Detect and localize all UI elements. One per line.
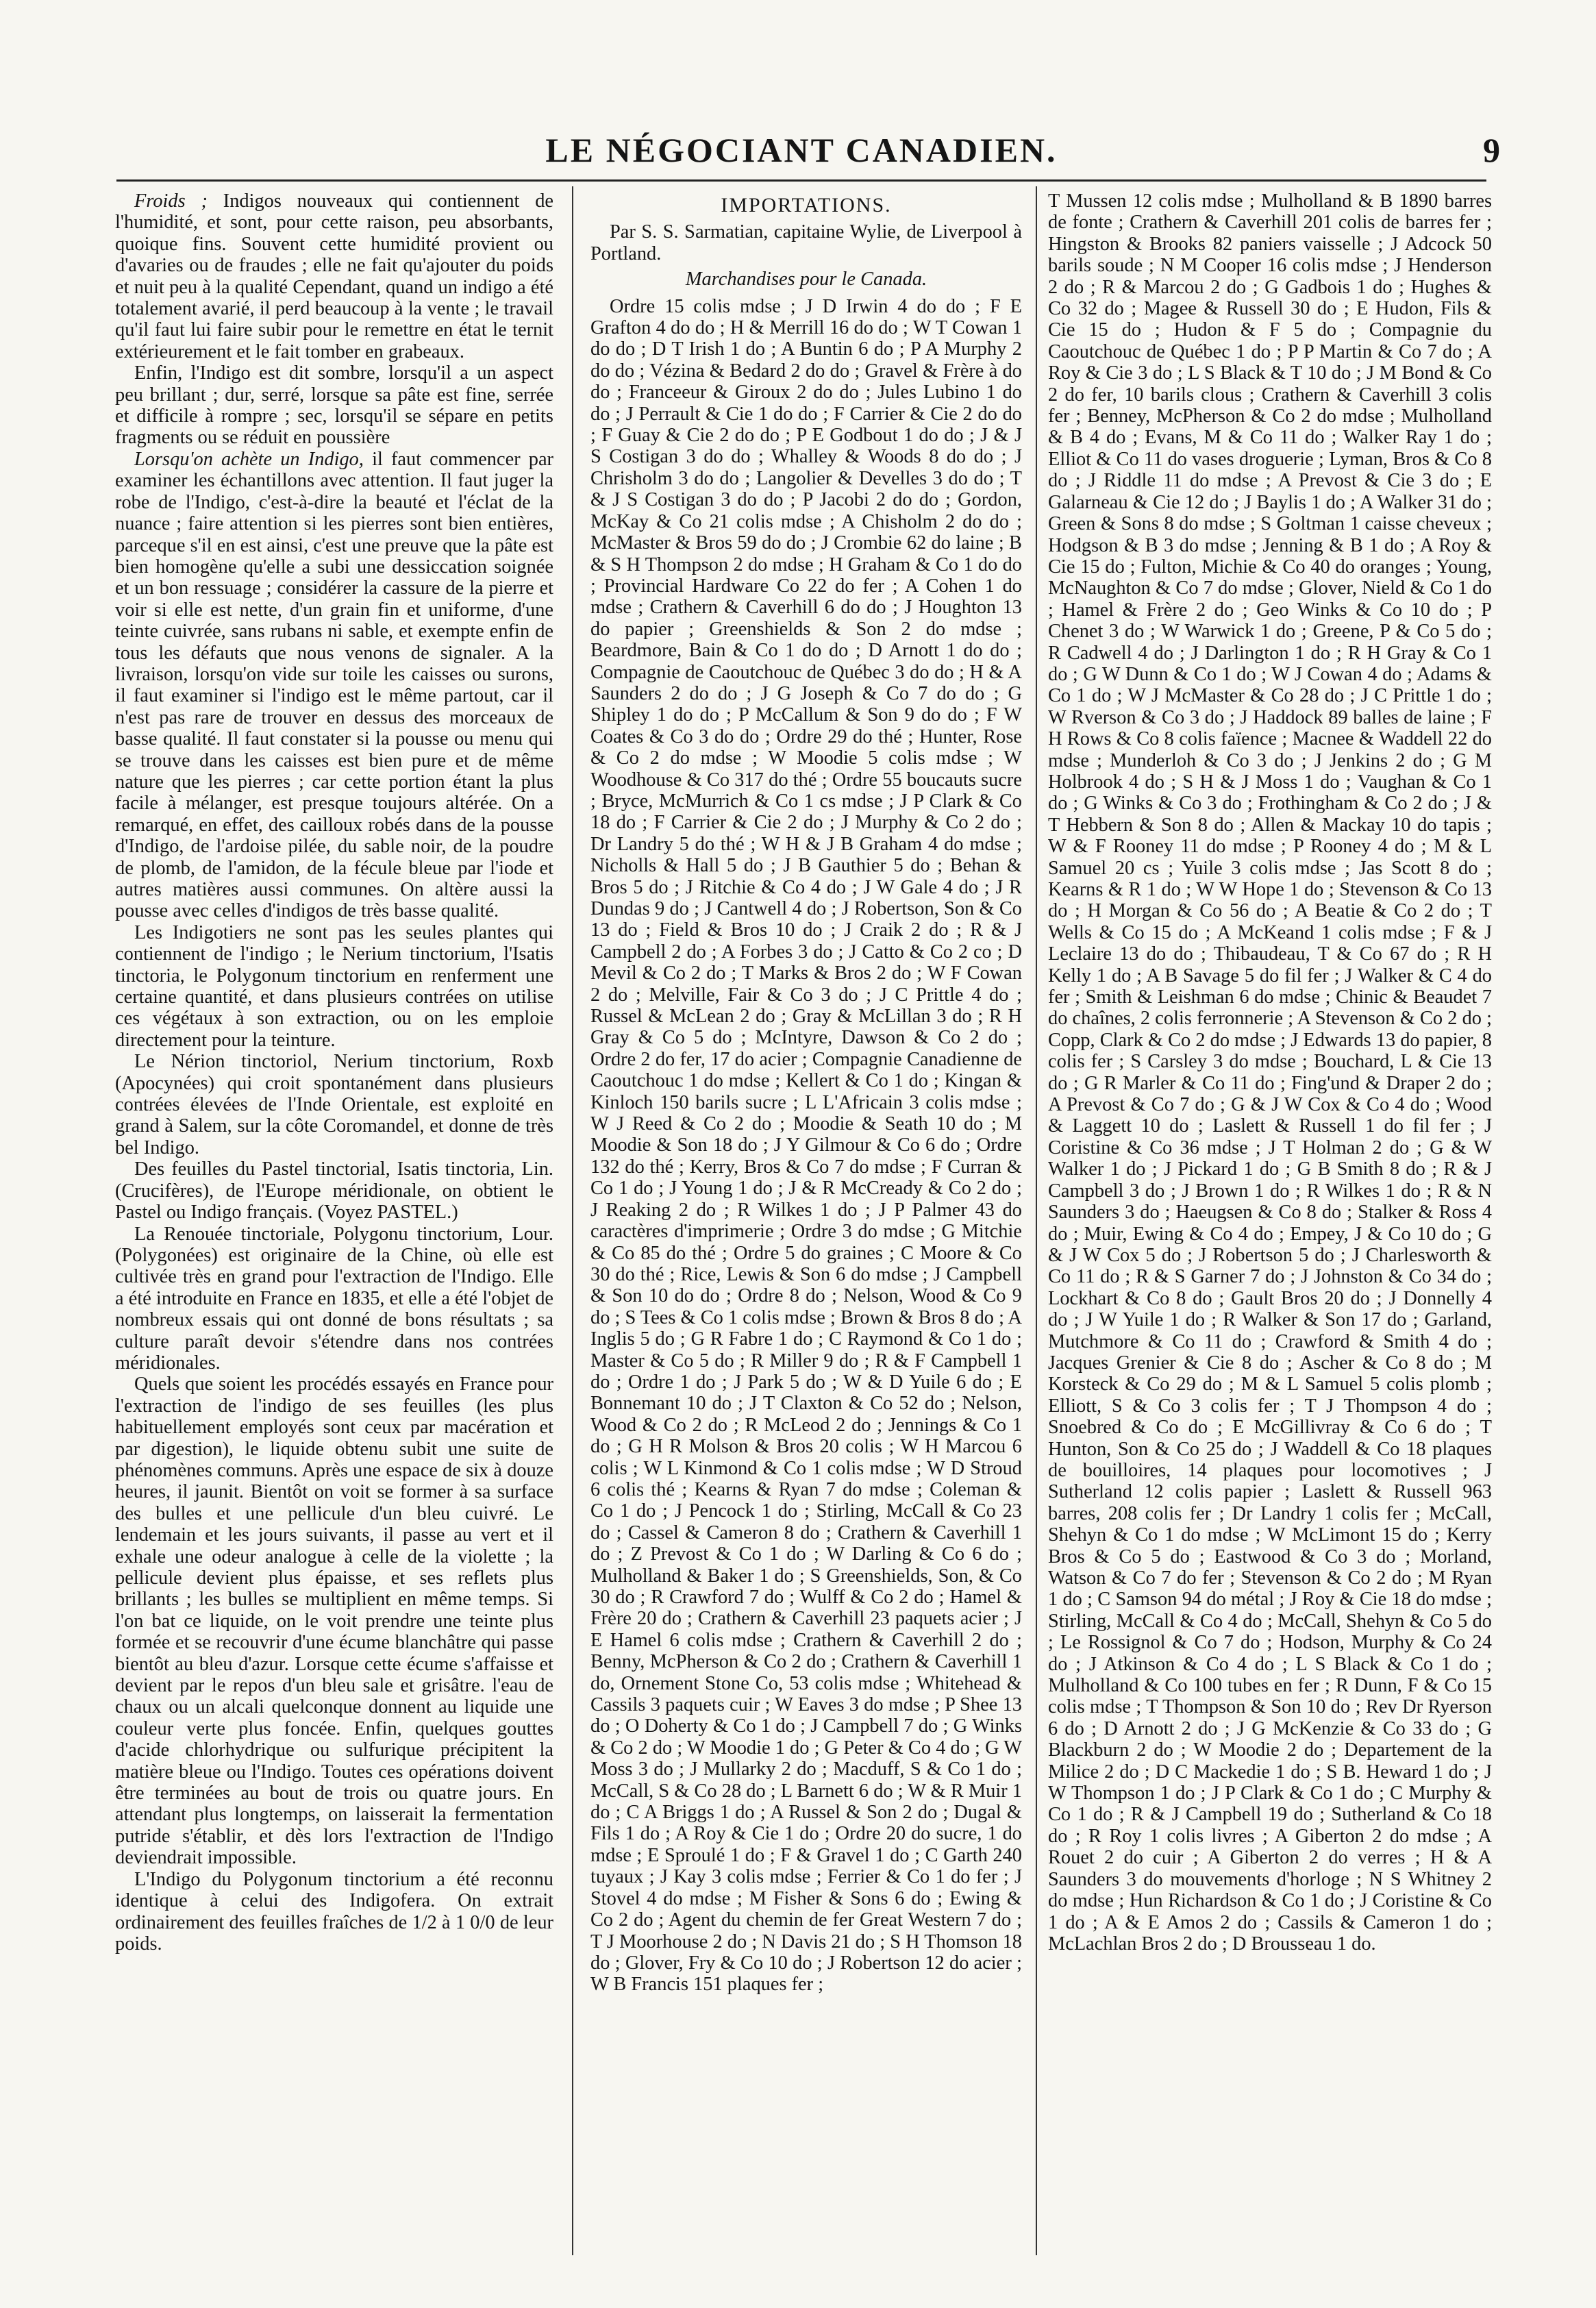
page-number: 9 [1483,131,1500,169]
paragraph: Le Nérion tinctoriol, Nerium tinctorium, Roxb (Apocynées) qui croit spontanément dans plusieurs contrées élevées de l'Inde Orientale, est exploité en grand à Salem, sur la côte Coromandel, et donne de très bel Indigo. [115,1051,553,1158]
section-heading: IMPORTATIONS. [721,194,892,216]
sub-heading: Marchandises pour le Canada. [685,269,927,290]
column-divider [572,186,573,2255]
page-header [116,130,1500,171]
paragraph: Quels que soient les procédés essayés en France pour l'extraction de l'indigo de ses feuilles (les plus habituellement employés sont ceux par macération et par digestion), le liquide obtenu subit une suite de phénomènes communs. Après une espace de six à douze heures, il jaunit. Bientôt on voit se former à sa surface des bulles et une pellicule d'un bleu cuivré. Le lendemain et les jours suivants, il passe au vert et il exhale une odeur analogue à celle de la violette ; la pellicule devient plus épaisse, et ses reflets plus brillants ; les bulles se multiplient en même temps. Si l'on bat ce liquide, on le voit prendre une teinte plus formée et se recouvrir d'une écume blanchâtre qui passe bientôt au bleu d'azur. Lorsque cette écume s'affaisse et devient par le repos d'un bleu sale et grisâtre. l'eau de chaux ou un alcali quelconque donnent au liquide une couleur verte plus foncée. Enfin, quelques gouttes d'acide chlorhydrique ou sulfurique précipitent la matière bleue ou l'Indigo. Toutes ces opérations doivent être terminées au bout de trois ou quatre jours. En attendant plus longtemps, on laisserait la fermentation putride s'établir, et dès lors l'extraction de l'Indigo deviendrait impossible. [115,1374,553,1869]
import-list: Ordre 15 colis mdse ; J D Irwin 4 do do ; F E Grafton 4 do do ; H & Merrill 16 do do ; W T Cowan 1 do do ; D T Irish 1 do ; A Buntin 6 do ; P A Murphy 2 do do ; Vézina & Bedard 2 do do ; Gravel & Frère à do do ; Franceeur & Giroux 2 do do ; Jules Lubino 1 do do ; J Perrault & Cie 1 do do ; F Carrier & Cie 2 do do ; F Guay & Cie 2 do do ; P E Godbout 1 do do ; J & J S Costigan 3 do do ; Whalley & Woods 8 do do ; J Chrisholm 3 do do ; Langolier & Develles 3 do do ; T & J S Costigan 3 do do ; P Jacobi 2 do do ; Gordon, McKay & Co 21 colis mdse ; A Chisholm 2 do do ; McMaster & Bros 59 do do ; J Crombie 62 do laine ; B & S H Thompson 2 do mdse ; H Graham & Co 1 do do ; Provincial Hardware Co 22 do fer ; A Cohen 1 do mdse ; Crathern & Caverhill 6 do do ; J Houghton 13 do papier ; Greenshields & Son 2 do mdse ; Beardmore, Bain & Co 1 do do ; D Arnott 1 do do ; Compagnie de Caoutchouc de Québec 3 do do ; H & A Saunders 2 do do ; J G Joseph & Co 7 do do ; G Shipley 1 do do ; P McCallum & Son 9 do do ; F W Coates & Co 3 do do ; Ordre 29 do thé ; Hunter, Rose & Co 2 do mdse ; W Moodie 5 colis mdse ; W Woodhouse & Co 317 do thé ; Ordre 55 boucauts sucre ; Bryce, McMurrich & Co 1 cs mdse ; J P Clark & Co 18 do ; F Carrier & Cie 2 do ; J Murphy & Co 2 do ; Dr Landry 5 do thé ; W H & J B Graham 4 do mdse ; Nicholls & Hall 5 do ; J B Gauthier 5 do ; Behan & Bros 5 do ; J Ritchie & Co 4 do ; J W Gale 4 do ; J R Dundas 9 do ; J Cantwell 4 do ; J Robertson, Son & Co 13 do ; Field & Bros 10 do ; J Craik 2 do ; R & J Campbell 2 do ; A Forbes 3 do ; J Catto & Co 2 co ; D Mevil & Co 2 do ; T Marks & Bros 2 do ; W F Cowan 2 do ; Melville, Fair & Co 3 do ; J C Prittle 4 do ; Russel & McLean 2 do ; Gray & McLillan 3 do ; R H Gray & Co 5 do ; McIntyre, Dawson & Co 2 do ; Ordre 2 do fer, 17 do acier ; Compagnie Canadienne de Caoutchouc 1 do mdse ; Kellert & Co 1 do ; Kingan & Kinloch 150 barils sucre ; L L'Africain 3 colis mdse ; W J Reed & Co 2 do ; Moodie & Seath 10 do ; M Moodie & Son 18 do ; J Y Gilmour & Co 6 do ; Ordre 132 do thé ; Kerry, Bros & Co 7 do mdse ; F Curran & Co 1 do ; J Young 1 do ; J & R McCready & Co 2 do ; J Reaking 2 do ; R Wilkes 1 do ; J P Palmer 43 do caractères d'imprimerie ; Ordre 3 do mdse ; G Mitchie & Co 85 do thé ; Ordre 5 do graines ; C Moore & Co 30 do thé ; Rice, Lewis & Son 6 do mdse ; J Campbell & Son 10 do do ; Ordre 8 do ; Nelson, Wood & Co 9 do ; S Tees & Co 1 colis mdse ; Brown & Bros 8 do ; A Inglis 5 do ; G R Fabre 1 do ; C Raymond & Co 1 do ; Master & Co 5 do ; R Miller 9 do ; R & F Campbell 1 do ; Ordre 1 do ; J Park 5 do ; W & D Yuile 6 do ; E Bonnemant 10 do ; J T Claxton & Co 52 do ; Nelson, Wood & Co 2 do ; R McLeod 2 do ; Jennings & Co 1 do ; G H R Molson & Bros 20 colis ; W H Marcou 6 colis ; W L Kinmond & Co 1 colis mdse ; W D Stroud 6 colis thé ; Kearns & Ryan 7 do mdse ; Coleman & Co 1 do ; J Pencock 1 do ; Stirling, McCall & Co 23 do ; Cassel & Cameron 8 do ; Crathern & Caverhill 1 do ; Z Prevost & Co 1 do ; W Darling & Co 6 do ; Mulholland & Baker 1 do ; S Greenshields, Son, & Co 30 do ; R Crawford 7 do ; Wulff & Co 2 do ; Hamel & Frère 20 do ; Crathern & Caverhill 23 paquets acier ; J E Hamel 6 colis mdse ; Crathern & Caverhill 2 do ; Benny, McPherson & Co 2 do ; Crathern & Caverhill 1 do, Ornement Stone Co, 53 colis mdse ; Whitehead & Cassils 3 paquets cuir ; W Eaves 3 do mdse ; P Shee 13 do ; O Doherty & Co 1 do ; J Campbell 7 do ; G Winks & Co 2 do ; W Moodie 1 do ; G Peter & Co 4 do ; G W Moss 3 do ; J Mullarky 2 do ; Macduff, S & Co 1 do ; McCall, S & Co 28 do ; L Barnett 6 do ; W & R Muir 1 do ; C A Briggs 1 do ; A Russel & Son 2 do ; Dugal & Fils 1 do ; A Roy & Cie 1 do ; Ordre 20 do sucre, 1 do mdse ; E Sproulé 1 do ; F & Gravel 1 do ; C Garth 240 tuyaux ; J Kay 3 colis mdse ; Ferrier & Co 1 do fer ; J Stovel 4 do mdse ; M Fisher & Sons 6 do ; Ewing & Co 2 do ; Agent du chemin de fer Great Western 7 do ; T J Moorhouse 2 do ; N Davis 21 do ; S H Thomson 18 do ; Glover, Fry & Co 10 do ; J Robertson 12 do acier ; W B Francis 151 plaques fer ; [590,295,1022,1996]
paragraph: Enfin, l'Indigo est dit sombre, lorsqu'il a un aspect peu brillant ; dur, serré, lorsque sa pâte est fine, serrée et difficile à rompre ; sec, lorsqu'il se sépare en petits fragments ou se réduit en poussière [115,362,553,449]
paragraph: Des feuilles du Pastel tinctorial, Isatis tinctoria, Lin. (Crucifères), de l'Europe méridionale, on obtient le Pastel ou Indigo français. (Voyez PASTEL.) [115,1158,553,1224]
paragraph: Lorsqu'on achète un Indigo, il faut commencer par examiner les échantillons avec attention. Il faut juger la robe de l'Indigo, c'est-à-dire la beauté et l'éclat de la nuance ; faire attention si les pierres sont bien entières, parceque s'il en est ainsi, c'est une preuve que la pâte est bien homogène qu'elle a subi une dessiccation soignée et un bon ressuage ; considérer la cassure de la pierre et voir si elle est nette, d'un grain fin et uniforme, d'une teinte cuivrée, sans rubans ni sable, et exempte enfin de tous les défauts que nous venons de signaler. A la livraison, lorsqu'on vide sur toile les caisses ou surons, il faut examiner si l'indigo est le même partout, car il n'est pas rare de trouver en dessus des morceaux de basse qualité. Il faut constater si la pousse ou menu qui se trouve dans les caisses est bien pure et de même nature que les pierres ; car cette portion étant la plus facile à mélanger, est presque toujours altérée. On a remarqué, en effet, des cailloux robés dans de la pousse d'Indigo, de l'ardoise pilée, du sable noir, de la poudre de plomb, de l'amidon, de la fécule bleue par l'iode et autres matières aussi communes. On altère aussi la pousse avec celles d'indigos de très basse qualité. [115,448,553,922]
column-importations-continued [1048,190,1492,2253]
column-divider [1036,186,1037,2255]
paragraph: La Renouée tinctoriale, Polygonu tinctorium, Lour. (Polygonées) est originaire de la Chine, où elle est cultivée très en grand pour l'extraction de l'Indigo. Elle a été introduite en France en 1835, et elle a été l'objet de nombreux essais qui ont donné de bons résultats ; sa culture paraît devoir s'étendre dans nos contrées méridionales. [115,1223,553,1374]
paragraph: Froids ; Indigos nouveaux qui contiennent de l'humidité, et sont, pour cette raison, peu absorbants, quoique fins. Souvent cette humidité provient ou d'avaries ou de fraudes ; elle ne fait qu'ajouter du poids et nuit peu à la qualité Cependant, quand un indigo a été totalement avarié, il perd beaucoup à la vente ; le travail qu'il faut lui faire subir pour le remettre en état le ternit extérieurement et le fait tomber en grabeaux. [115,190,553,362]
paragraph: Les Indigotiers ne sont pas les seules plantes qui contiennent de l'indigo ; le Nerium tinctorium, l'Isatis tinctoria, le Polygonum tinctorium en renferment une certaine quantité, et dans plusieurs contrées on utilise ces végétaux à son extraction, ou on les emploie directement pour la teinture. [115,921,553,1051]
ship-intro: Par S. S. Sarmatian, capitaine Wylie, de Liverpool à Portland. [590,221,1022,264]
newspaper-title: LE NÉGOCIANT CANADIEN. [545,131,1058,169]
import-list-continued: T Mussen 12 colis mdse ; Mulholland & B 1890 barres de fonte ; Crathern & Caverhill 201 colis de barres fer ; Hingston & Brooks 82 paniers vaisselle ; J Adcock 50 barils soude ; N M Cooper 16 colis mdse ; J Henderson 2 do ; R & Marcou 2 do ; G Gadbois 1 do ; Hughes & Co 32 do ; Magee & Russell 30 do ; E Hudon, Fils & Cie 15 do ; Hudon & F 5 do ; Compagnie du Caoutchouc de Québec 1 do ; P P Martin & Co 7 do ; A Roy & Cie 3 do ; L S Black & T 10 do ; J M Bond & Co 2 do fer, 10 barils clous ; Crathern & Caverhill 3 colis fer ; Benney, McPherson & Co 2 do mdse ; Mulholland & B 4 do ; Evans, M & Co 11 do ; Walker Ray 1 do ; Elliot & Co 11 do vases droguerie ; Lyman, Bros & Co 8 do ; J Riddle 11 do mdse ; A Prevost & Cie 3 do ; E Galarneau & Cie 12 do ; J Baylis 1 do ; A Walker 31 do ; Green & Sons 8 do mdse ; S Goltman 1 caisse cheveux ; Hodgson & B 3 do mdse ; Jenning & B 1 do ; A Roy & Cie 15 do ; Fulton, Michie & Co 40 do oranges ; Young, McNaughton & Co 7 do mdse ; Glover, Nield & Co 1 do ; Hamel & Frère 2 do ; Geo Winks & Co 10 do ; P Chenet 3 do ; W Warwick 1 do ; Greene, P & Co 5 do ; R Cadwell 4 do ; J Darlington 1 do ; R H Gray & Co 1 do ; G W Dunn & Co 1 do ; W J Cowan 4 do ; Adams & Co 1 do ; W J McMaster & Co 28 do ; J C Prittle 1 do ; W Rverson & Co 3 do ; J Haddock 89 balles de laine ; F H Rows & Co 8 colis faïence ; Macnee & Waddell 22 do mdse ; Munderloh & Co 3 do ; J Jenkins 2 do ; G M Holbrook 4 do ; S H & J Moss 1 do ; Vaughan & Co 1 do ; G Winks & Co 3 do ; Frothingham & Co 2 do ; J & T Hebbern & Son 8 do ; Allen & Mackay 10 do tapis ; W & F Rooney 11 do mdse ; P Rooney 4 do ; M & L Samuel 20 cs ; Yuile 3 colis mdse ; Jas Scott 8 do ; Kearns & R 1 do ; W W Hope 1 do ; Stevenson & Co 13 do ; H Morgan & Co 56 do ; A Beatie & Co 2 do ; T Wells & Co 15 do ; A McKeand 1 colis mdse ; F & J Leclaire 13 do do ; Thibaudeau, T & Co 67 do ; R H Kelly 1 do ; A B Savage 5 do fil fer ; J Walker & C 4 do fer ; Smith & Leishman 6 do mdse ; Chinic & Beaudet 7 do chaînes, 2 colis ferronnerie ; A Stevenson & Co 2 do ; Copp, Clark & Co 2 do mdse ; J Edwards 13 do papier, 8 colis fer ; S Carsley 3 do mdse ; Bouchard, L & Cie 13 do ; G R Marler & Co 11 do ; Fing'und & Draper 2 do ; A Prevost & Co 7 do ; G & J W Cox & Co 4 do ; Wood & Laggett 10 do ; Laslett & Russell 1 do fil fer ; J Coristine & Co 36 mdse ; J T Holman 2 do ; G & W Walker 1 do ; J Pickard 1 do ; G B Smith 8 do ; R & J Campbell 3 do ; J Brown 1 do ; R Wilkes 1 do ; R & N Saunders 3 do ; Haeugsen & Co 8 do ; Stalker & Ross 4 do ; Muir, Ewing & Co 4 do ; Empey, J & Co 10 do ; G & J W Cox 5 do ; J Robertson 5 do ; J Charlesworth & Co 11 do ; R & S Garner 7 do ; J Johnston & Co 34 do ; Lockhart & Co 8 do ; Gault Bros 20 do ; J Donnelly 4 do ; J W Yuile 1 do ; R Walker & Son 17 do ; Garland, Mutchmore & Co 11 do ; Crawford & Smith 4 do ; Jacques Grenier & Cie 8 do ; Ascher & Co 8 do ; M Korsteck & Co 29 do ; M & L Samuel 5 colis plomb ; Elliott, S & Co 3 colis fer ; T J Thompson 4 do ; Snoebred & Co do ; E McGillivray & Co 6 do ; T Hunton, Son & Co 25 do ; J Waddell & Co 18 plaques de bouilloires, 14 plaques pour locomotives ; J Sutherland 12 colis papier ; Laslett & Russell 963 barres, 208 colis fer ; Dr Landry 1 colis fer ; McCall, Shehyn & Co 1 do mdse ; W McLimont 15 do ; Kerry Bros & Co 5 do ; Eastwood & Co 3 do ; Morland, Watson & Co 7 do fer ; Stevenson & Co 2 do ; M Ryan 1 do ; C Samson 94 do métal ; J Roy & Cie 18 do mdse ; Stirling, McCall & Co 4 do ; McCall, Shehyn & Co 5 do ; Le Rossignol & Co 7 do ; Hodson, Murphy & Co 24 do ; J Atkinson & Co 4 do ; L S Black & Co 1 do ; Mulholland & Co 100 tubes en fer ; R Dunn, F & Co 15 colis mdse ; T Thompson & Son 10 do ; Rev Dr Ryerson 6 do ; D Arnott 2 do ; J G McKenzie & Co 33 do ; G Blackburn 2 do ; W Moodie 2 do ; Departement de la Milice 2 do ; D C Mackedie 1 do ; S B. Heward 1 do ; J W Thompson 1 do ; J P Clark & Co 1 do ; C Murphy & Co 1 do ; R & J Campbell 19 do ; Sutherland & Co 18 do ; R Roy 1 colis livres ; A Giberton 2 do mdse ; A Rouet 2 do cuir ; A Giberton 2 do verres ; H & A Saunders 3 do mouvements d'horloge ; N S Whitney 2 do mdse ; Hun Richardson & Co 1 do ; J Coristine & Co 1 do ; A & E Amos 2 do ; Cassils & Cameron 1 do ; McLachlan Bros 2 do ; D Brousseau 1 do. [1048,190,1492,1955]
paragraph: L'Indigo du Polygonum tinctorium a été reconnu identique à celui des Indigofera. On extrait ordinairement des feuilles fraîches de 1/2 à 1 0/0 de leur poids. [115,1868,553,1955]
header-rule [116,179,1486,182]
column-importations [590,190,1022,2253]
column-indigo-article [115,190,553,2253]
